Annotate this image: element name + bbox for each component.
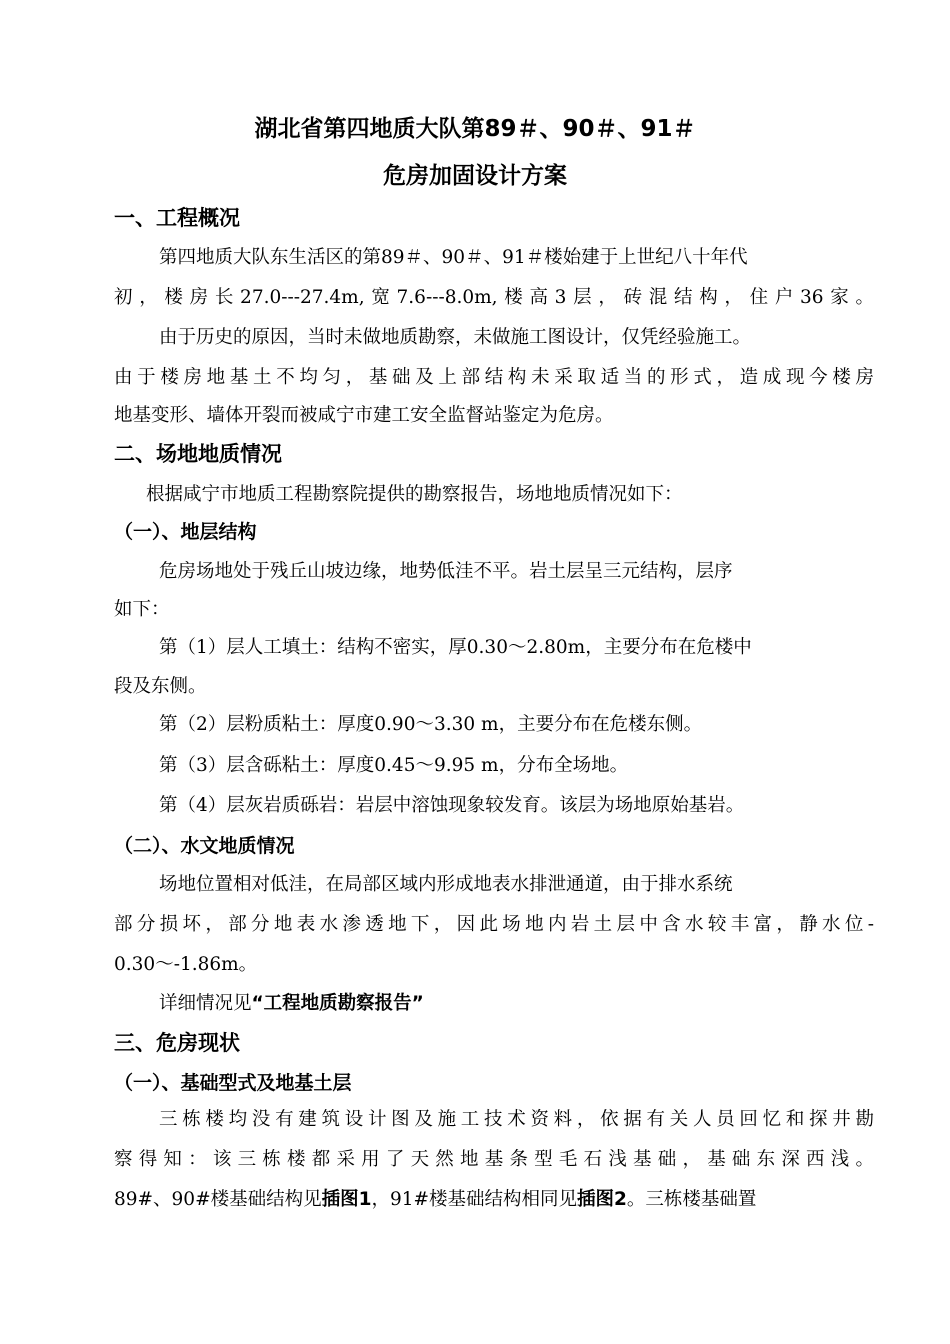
paragraph-line: 根据咸宁市地质工程勘察院提供的勘察报告，场地地质情况如下： <box>146 484 683 505</box>
paragraph-line: 由于楼房地基土不均匀，基础及上部结构未采取适当的形式，造成现今楼房 <box>114 367 874 388</box>
paragraph-line: 0.30～-1.86m。 <box>114 954 258 975</box>
paragraph-line: 部分损坏，部分地表水渗透地下，因此场地内岩土层中含水较丰富，静水位- <box>114 914 874 935</box>
detail-prefix: 详细情况见 <box>159 993 252 1014</box>
document-title-line1: 湖北省第四地质大队第89＃、90＃、91＃ <box>254 116 696 142</box>
paragraph-line: 危房场地处于残丘山坡边缘，地势低洼不平。岩土层呈三元结构，层序 <box>159 561 733 582</box>
figure-reference-2: 插图2 <box>577 1189 627 1210</box>
text-run: 。三栋楼基础置 <box>626 1189 757 1210</box>
paragraph-line: 初，楼房长27.0---27.4m,宽7.6---8.0m,楼高3层，砖混结构，住户36家。 <box>114 287 874 308</box>
paragraph-line: 察得知：该三栋楼都采用了天然地基条型毛石浅基础，基础东深西浅。 <box>114 1149 874 1170</box>
text-run: 89#、90#楼基础结构见 <box>114 1189 322 1210</box>
section1-heading: 一、工程概况 <box>114 206 240 230</box>
section3-heading: 三、危房现状 <box>114 1031 240 1055</box>
text-run: ，91#楼基础结构相同见 <box>371 1189 578 1210</box>
paragraph-line: 第（3）层含砾粘土：厚度0.45～9.95 m，分布全场地。 <box>159 755 629 776</box>
paragraph-line <box>114 1186 874 1214</box>
paragraph-line: 第（2）层粉质粘土：厚度0.90～3.30 m，主要分布在危楼东侧。 <box>159 714 703 735</box>
paragraph-line: 场地位置相对低洼，在局部区域内形成地表水排泄通道，由于排水系统 <box>159 874 733 895</box>
paragraph-line: 如下： <box>114 599 170 620</box>
subsection-heading: （二）、水文地质情况 <box>114 835 295 857</box>
paragraph-line: 第（1）层人工填土：结构不密实，厚0.30～2.80m，主要分布在危楼中 <box>159 637 752 658</box>
subsection-heading: （一）、基础型式及地基土层 <box>114 1072 352 1094</box>
paragraph-line: 三栋楼均没有建筑设计图及施工技术资料，依据有关人员回忆和探井勘 <box>159 1109 874 1130</box>
detail-report-reference: “工程地质勘察报告” <box>251 993 424 1014</box>
paragraph-line <box>159 990 874 1018</box>
subsection-heading: （一）、地层结构 <box>114 521 257 543</box>
paragraph-line: 第四地质大队东生活区的第89＃、90＃、91＃楼始建于上世纪八十年代 <box>159 247 748 268</box>
section2-heading: 二、场地地质情况 <box>114 442 282 466</box>
document-title-line2: 危房加固设计方案 <box>383 163 567 189</box>
paragraph-line: 第（4）层灰岩质砾岩：岩层中溶蚀现象较发育。该层为场地原始基岩。 <box>159 795 745 816</box>
paragraph-line: 段及东侧。 <box>114 676 207 697</box>
paragraph-line: 地基变形、墙体开裂而被咸宁市建工安全监督站鉴定为危房。 <box>114 405 614 426</box>
figure-reference-1: 插图1 <box>321 1189 372 1210</box>
paragraph-line: 由于历史的原因，当时未做地质勘察，未做施工图设计，仅凭经验施工。 <box>159 327 752 348</box>
